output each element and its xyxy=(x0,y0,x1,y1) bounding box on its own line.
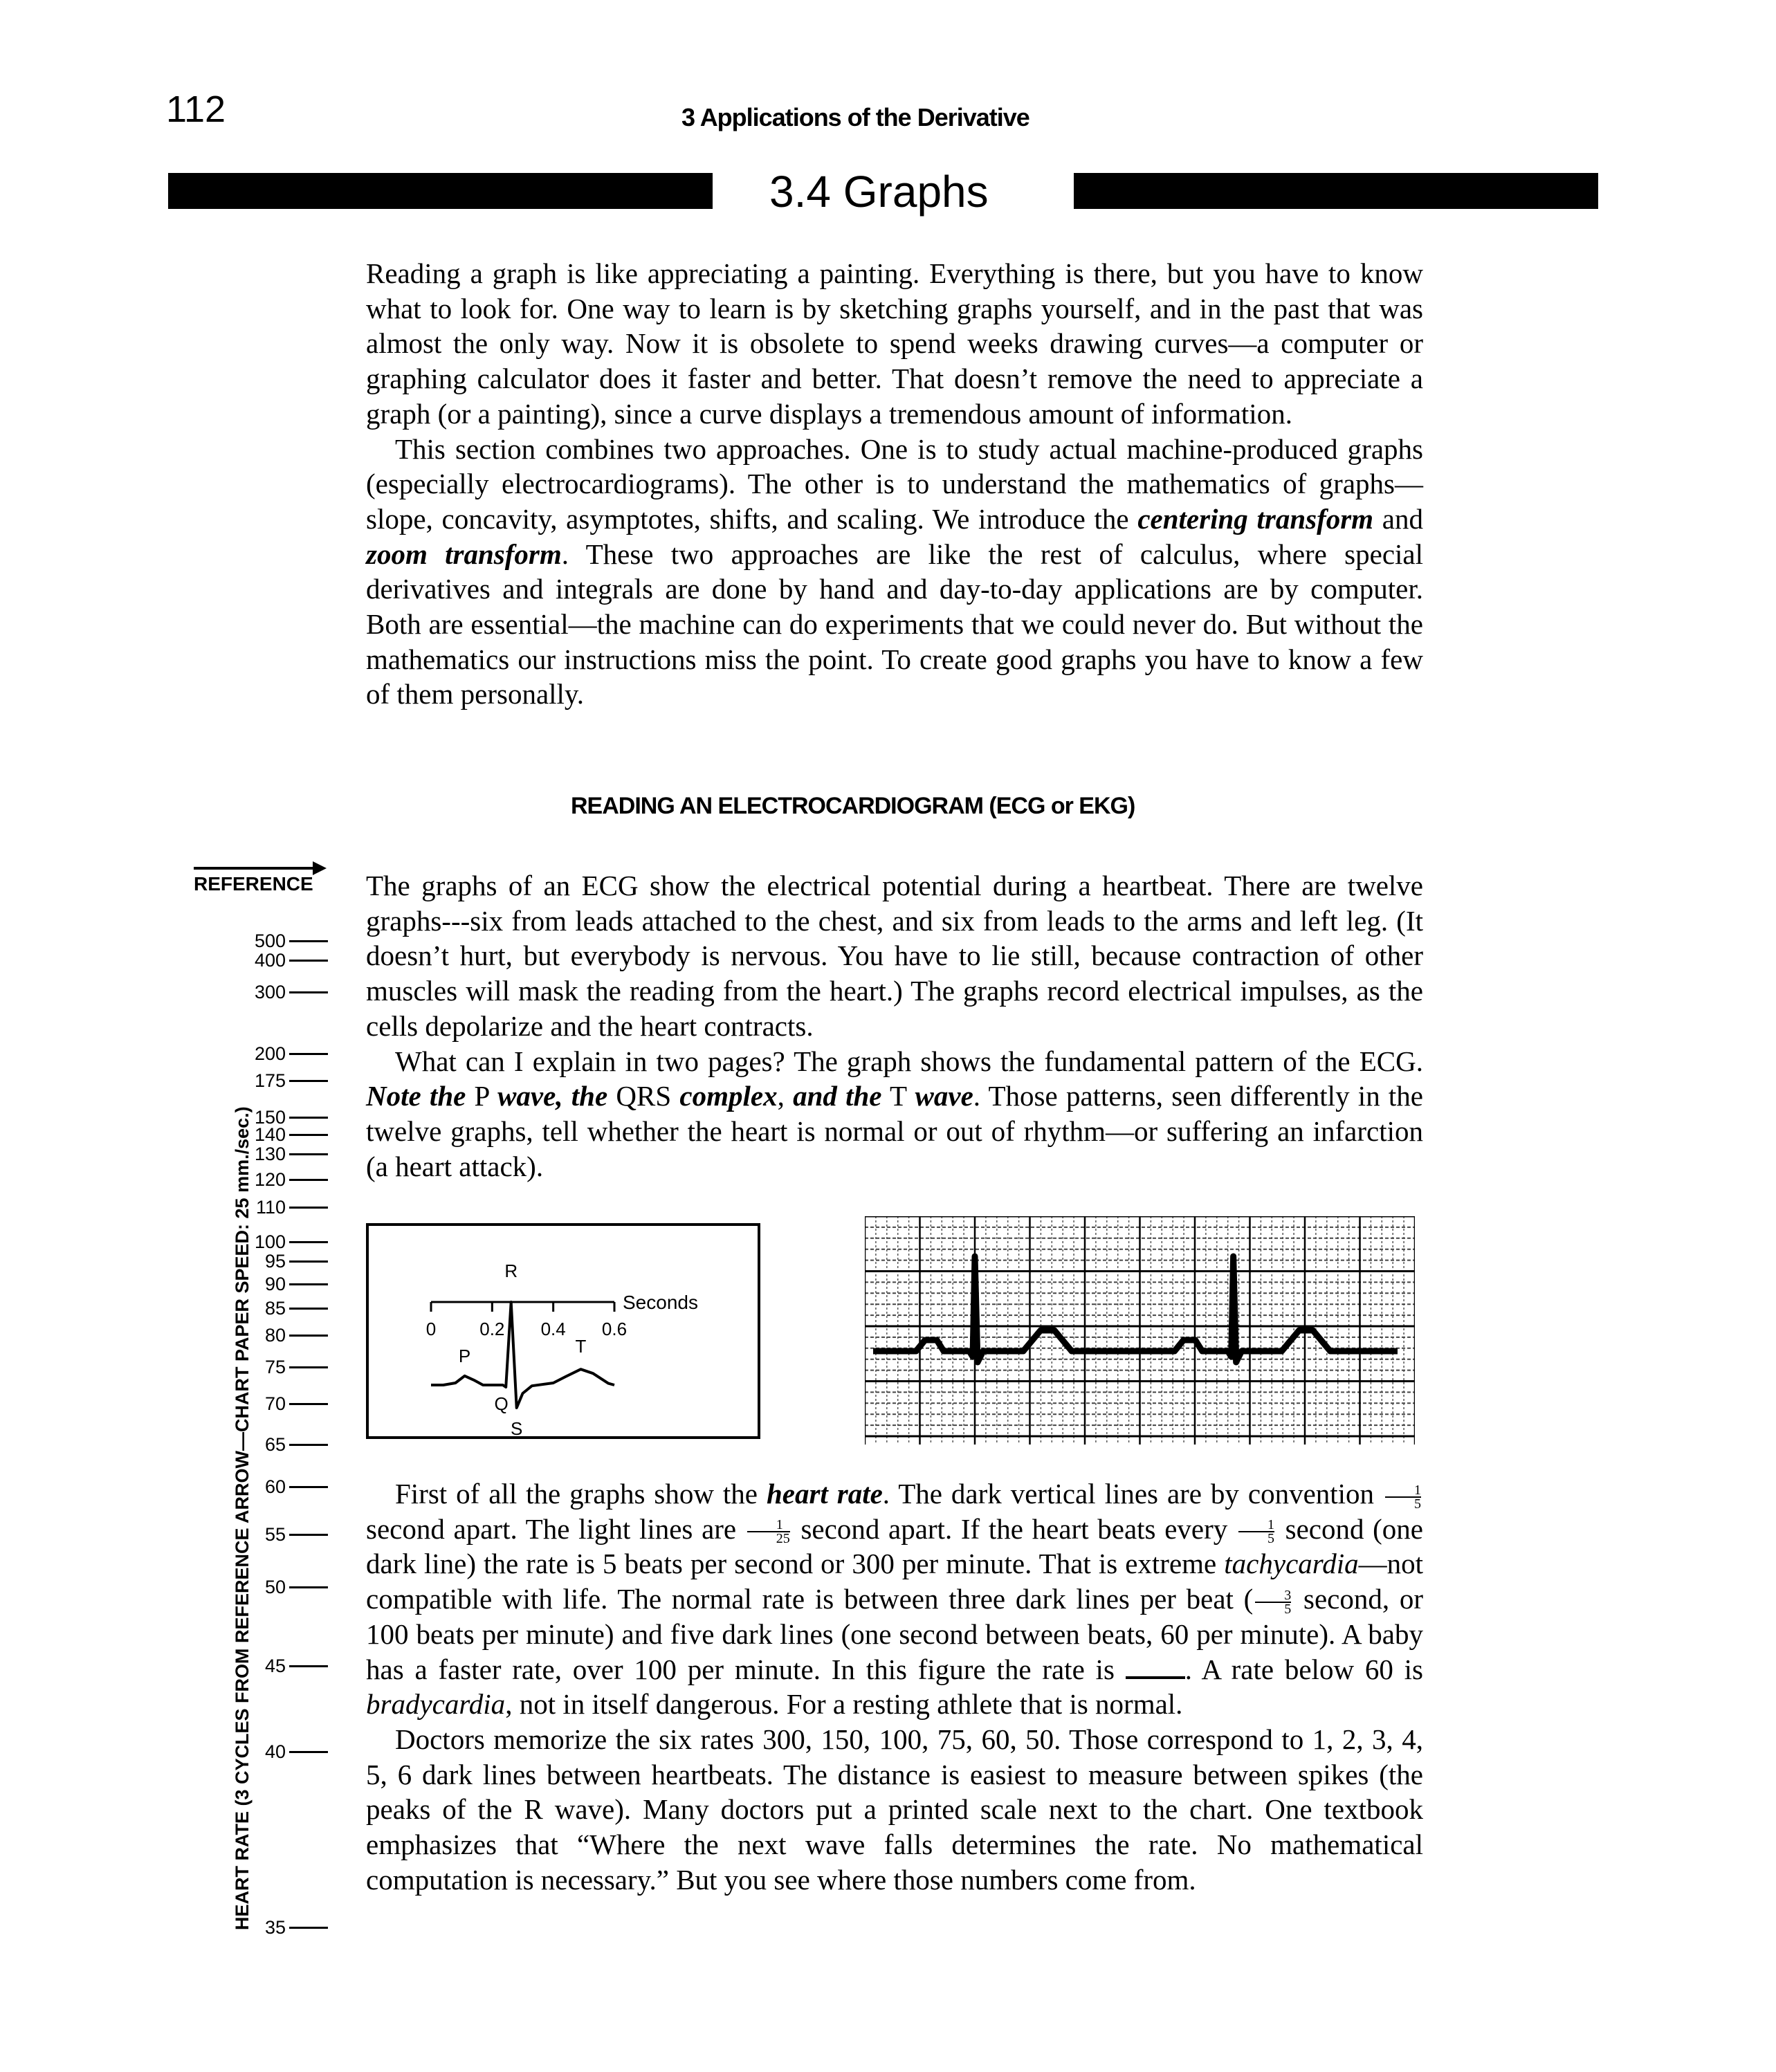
term-heart-rate: heart rate xyxy=(766,1478,883,1510)
scale-tick-mark xyxy=(289,1444,328,1446)
denominator: 5 xyxy=(1267,1531,1274,1547)
scale-tick-mark xyxy=(289,1308,328,1310)
scale-tick-mark xyxy=(289,1751,328,1753)
scale-tick-mark xyxy=(289,1335,328,1337)
wave-label-t: T xyxy=(575,1336,587,1357)
text: QRS xyxy=(607,1080,680,1112)
text: First of all the graphs show the xyxy=(395,1478,767,1510)
fraction-three-fifths xyxy=(1255,1589,1291,1615)
denominator: 25 xyxy=(776,1531,790,1547)
scale-tick-label: 400 xyxy=(254,950,286,971)
scale-tick-label: 110 xyxy=(255,1197,286,1218)
scale-tick-label: 85 xyxy=(264,1298,286,1319)
scale-tick-label: 50 xyxy=(264,1577,286,1597)
text: —not compatible with life. The normal rate is between three dark lines per beat ( xyxy=(366,1548,1423,1615)
section-title: 3.4 Graphs xyxy=(769,167,989,217)
text-emph: Note the xyxy=(366,1080,466,1112)
ecg-text-lower xyxy=(366,1476,1423,1897)
ecg-paragraph-2 xyxy=(366,1044,1423,1184)
answer-blank[interactable] xyxy=(1126,1656,1185,1679)
text: T xyxy=(881,1080,915,1112)
text: . A rate below 60 is xyxy=(1184,1653,1423,1685)
text: What can I explain in two pages? The graph shows the fundamental pattern of the ECG. xyxy=(395,1045,1423,1077)
page-number: 112 xyxy=(166,89,226,130)
running-head: 3 Applications of the Derivative xyxy=(681,103,1029,131)
scale-tick-mark xyxy=(289,1283,328,1285)
text: . Those patterns, seen differently in the twelve graphs, tell whether the heart is normal or out of rhythm—or suffering an infarction (a heart attack). xyxy=(366,1080,1424,1182)
time-axis-tick-label: 0 xyxy=(425,1319,437,1339)
text: This section combines two approaches. One is to study actual machine-produced graphs (especially electrocardiograms). The other is to understand the mathematics of graphs—slope, concavity, asymptotes, shifts, and scaling. We introduce the xyxy=(366,432,1423,535)
scale-tick-label: 65 xyxy=(264,1434,286,1455)
wave-label-s: S xyxy=(510,1418,523,1436)
ecg-pattern-svg xyxy=(369,1226,758,1436)
scale-tick-mark xyxy=(289,940,328,942)
text: , not in itself dangerous. For a resting athlete that is normal. xyxy=(505,1688,1183,1721)
intro-paragraph-1: Reading a graph is like appreciating a painting. Everything is there, but you have to know what to look for. One way to learn is by sketching graphs yourself, and in the past that was almost the only way. Now it is obsolete to spend weeks drawing curves—a computer or graphing calculator does it faster and better. That doesn’t remove the need to appreciate a graph (or a painting), since a curve displays a tremendous amount of information. xyxy=(366,257,1423,430)
term-tachycardia: tachycardia xyxy=(1224,1548,1359,1580)
wave-label-p: P xyxy=(458,1346,471,1366)
wave-label-q: Q xyxy=(494,1393,509,1414)
text-emph: complex xyxy=(679,1080,778,1112)
scale-tick-label: 45 xyxy=(264,1656,286,1676)
ecg-pattern-figure xyxy=(366,1223,760,1439)
scale-tick-mark xyxy=(289,1403,328,1405)
scale-tick-mark xyxy=(289,1134,328,1136)
scale-tick-mark xyxy=(289,1366,328,1368)
term-bradycardia: bradycardia xyxy=(366,1688,506,1721)
scale-tick-mark xyxy=(289,1117,328,1119)
fraction-one-fifth xyxy=(1385,1484,1421,1510)
scale-tick-label: 100 xyxy=(254,1231,286,1252)
scale-tick-label: 150 xyxy=(254,1107,286,1128)
scale-tick-mark xyxy=(289,960,328,962)
text-emph: and the xyxy=(793,1080,882,1112)
reference-arrow-shaft xyxy=(194,867,318,870)
scale-tick-label: 130 xyxy=(254,1144,286,1164)
text: , xyxy=(777,1080,794,1112)
denominator: 5 xyxy=(1414,1496,1421,1512)
heart-rate-scale-caption: HEART RATE (3 CYCLES FROM REFERENCE ARROW—CHART PAPER SPEED: 25 mm./sec.) xyxy=(232,1106,253,1930)
scale-tick-mark xyxy=(289,991,328,993)
scale-tick-label: 55 xyxy=(264,1524,286,1545)
scale-tick-label: 90 xyxy=(264,1274,286,1294)
scale-tick-mark xyxy=(289,1153,328,1155)
scale-tick-mark xyxy=(289,1534,328,1536)
text: . The dark vertical lines are by convention xyxy=(882,1478,1383,1510)
fraction-one-fifth xyxy=(1238,1519,1274,1545)
scale-tick-label: 200 xyxy=(254,1043,286,1064)
section-band-right xyxy=(1074,173,1598,209)
wave-label-r: R xyxy=(504,1260,518,1281)
reference-label: REFERENCE xyxy=(194,873,313,895)
scale-tick-mark xyxy=(289,1207,328,1209)
ecg-section-heading: READING AN ELECTROCARDIOGRAM (ECG or EKG) xyxy=(571,793,1135,819)
intro-text xyxy=(366,256,1423,712)
text: and xyxy=(1373,502,1423,535)
term-centering-transform: centering transform xyxy=(1137,502,1374,535)
text: P xyxy=(466,1080,498,1112)
ecg-grid-figure xyxy=(865,1216,1415,1445)
ecg-text-upper xyxy=(366,868,1423,1184)
text: second apart. The light lines are xyxy=(366,1512,745,1545)
scale-tick-mark xyxy=(289,1241,328,1243)
text: second (one dark line) the rate is 5 beats per second or 300 per minute. That is extreme xyxy=(366,1512,1424,1580)
scale-tick-mark xyxy=(289,1927,328,1929)
time-axis-tick-label: 0.2 xyxy=(479,1319,505,1339)
ecg-paragraph-4: Doctors memorize the six rates 300, 150, 100, 75, 60, 50. Those correspond to 1, 2, 3, 4, 5, 6 dark lines between heartbeats. The distance is easiest to measure between spikes (the peaks of the R wave). Many doctors put a printed scale next to the chart. One textbook emphasizes that “Where the next wave falls determines the rate. No mathematical computation is necessary.” But you see where those numbers come from. xyxy=(366,1723,1423,1896)
scale-tick-label: 95 xyxy=(264,1251,286,1272)
scale-tick-label: 60 xyxy=(264,1476,286,1497)
fraction-one-25th xyxy=(747,1519,790,1545)
scale-tick-label: 40 xyxy=(264,1741,286,1762)
time-axis-tick-label: 0.4 xyxy=(540,1319,566,1339)
scale-tick-label: 80 xyxy=(264,1325,286,1346)
scale-tick-mark xyxy=(289,1260,328,1263)
text: second, or 100 beats per minute) and five dark lines (one second between beats, 60 per minute). A baby has a faster rate, over 100 per minute. In this figure the rate is xyxy=(366,1583,1423,1685)
scale-tick-mark xyxy=(289,1080,328,1082)
time-axis-label: Seconds xyxy=(623,1292,698,1313)
scale-tick-label: 35 xyxy=(264,1917,286,1938)
scale-tick-label: 175 xyxy=(254,1070,286,1091)
scale-tick-label: 500 xyxy=(254,930,286,951)
scale-tick-label: 70 xyxy=(264,1393,286,1414)
scale-tick-label: 120 xyxy=(254,1169,286,1190)
text: second apart. If the heart beats every xyxy=(791,1512,1236,1545)
numerator: 1 xyxy=(1385,1484,1421,1498)
term-zoom-transform: zoom transform xyxy=(366,538,562,570)
scale-tick-mark xyxy=(289,1179,328,1181)
ecg-grid-svg xyxy=(865,1216,1415,1445)
intro-paragraph-2 xyxy=(366,432,1423,713)
section-band-left xyxy=(168,173,713,209)
scale-tick-mark xyxy=(289,1486,328,1488)
time-axis-tick-label: 0.6 xyxy=(601,1319,628,1339)
ecg-paragraph-1: The graphs of an ECG show the electrical potential during a heartbeat. There are twelve graphs---six from leads attached to the chest, and six from leads to the arms and left leg. (It doesn’t hurt, but everybody is nervous. You have to lie still, because contraction of other muscles will mask the reading from the heart.) The graphs record electrical impulses, as the cells depolarize and the heart contracts. xyxy=(366,870,1423,1042)
text: . These two approaches are like the rest of calculus, where special derivatives and integrals are done by hand and day-to-day applications are by computer. Both are essential—the machine can do experiments that we could never do. But without the mathematics our instructions miss the point. To create good graphs you have to know a few of them personally. xyxy=(366,538,1424,710)
text-emph: wave, the xyxy=(497,1080,608,1112)
scale-tick-label: 140 xyxy=(254,1124,286,1145)
numerator: 1 xyxy=(1238,1519,1274,1532)
scale-tick-label: 75 xyxy=(264,1357,286,1377)
scale-tick-mark xyxy=(289,1586,328,1588)
text-emph: wave xyxy=(915,1080,973,1112)
reference-arrow-icon xyxy=(313,861,327,875)
numerator: 3 xyxy=(1255,1589,1291,1603)
scale-tick-label: 300 xyxy=(254,982,286,1002)
ecg-paragraph-3 xyxy=(366,1476,1423,1722)
scale-tick-mark xyxy=(289,1053,328,1055)
denominator: 5 xyxy=(1284,1601,1292,1617)
scale-tick-mark xyxy=(289,1665,328,1667)
numerator: 1 xyxy=(747,1519,790,1532)
